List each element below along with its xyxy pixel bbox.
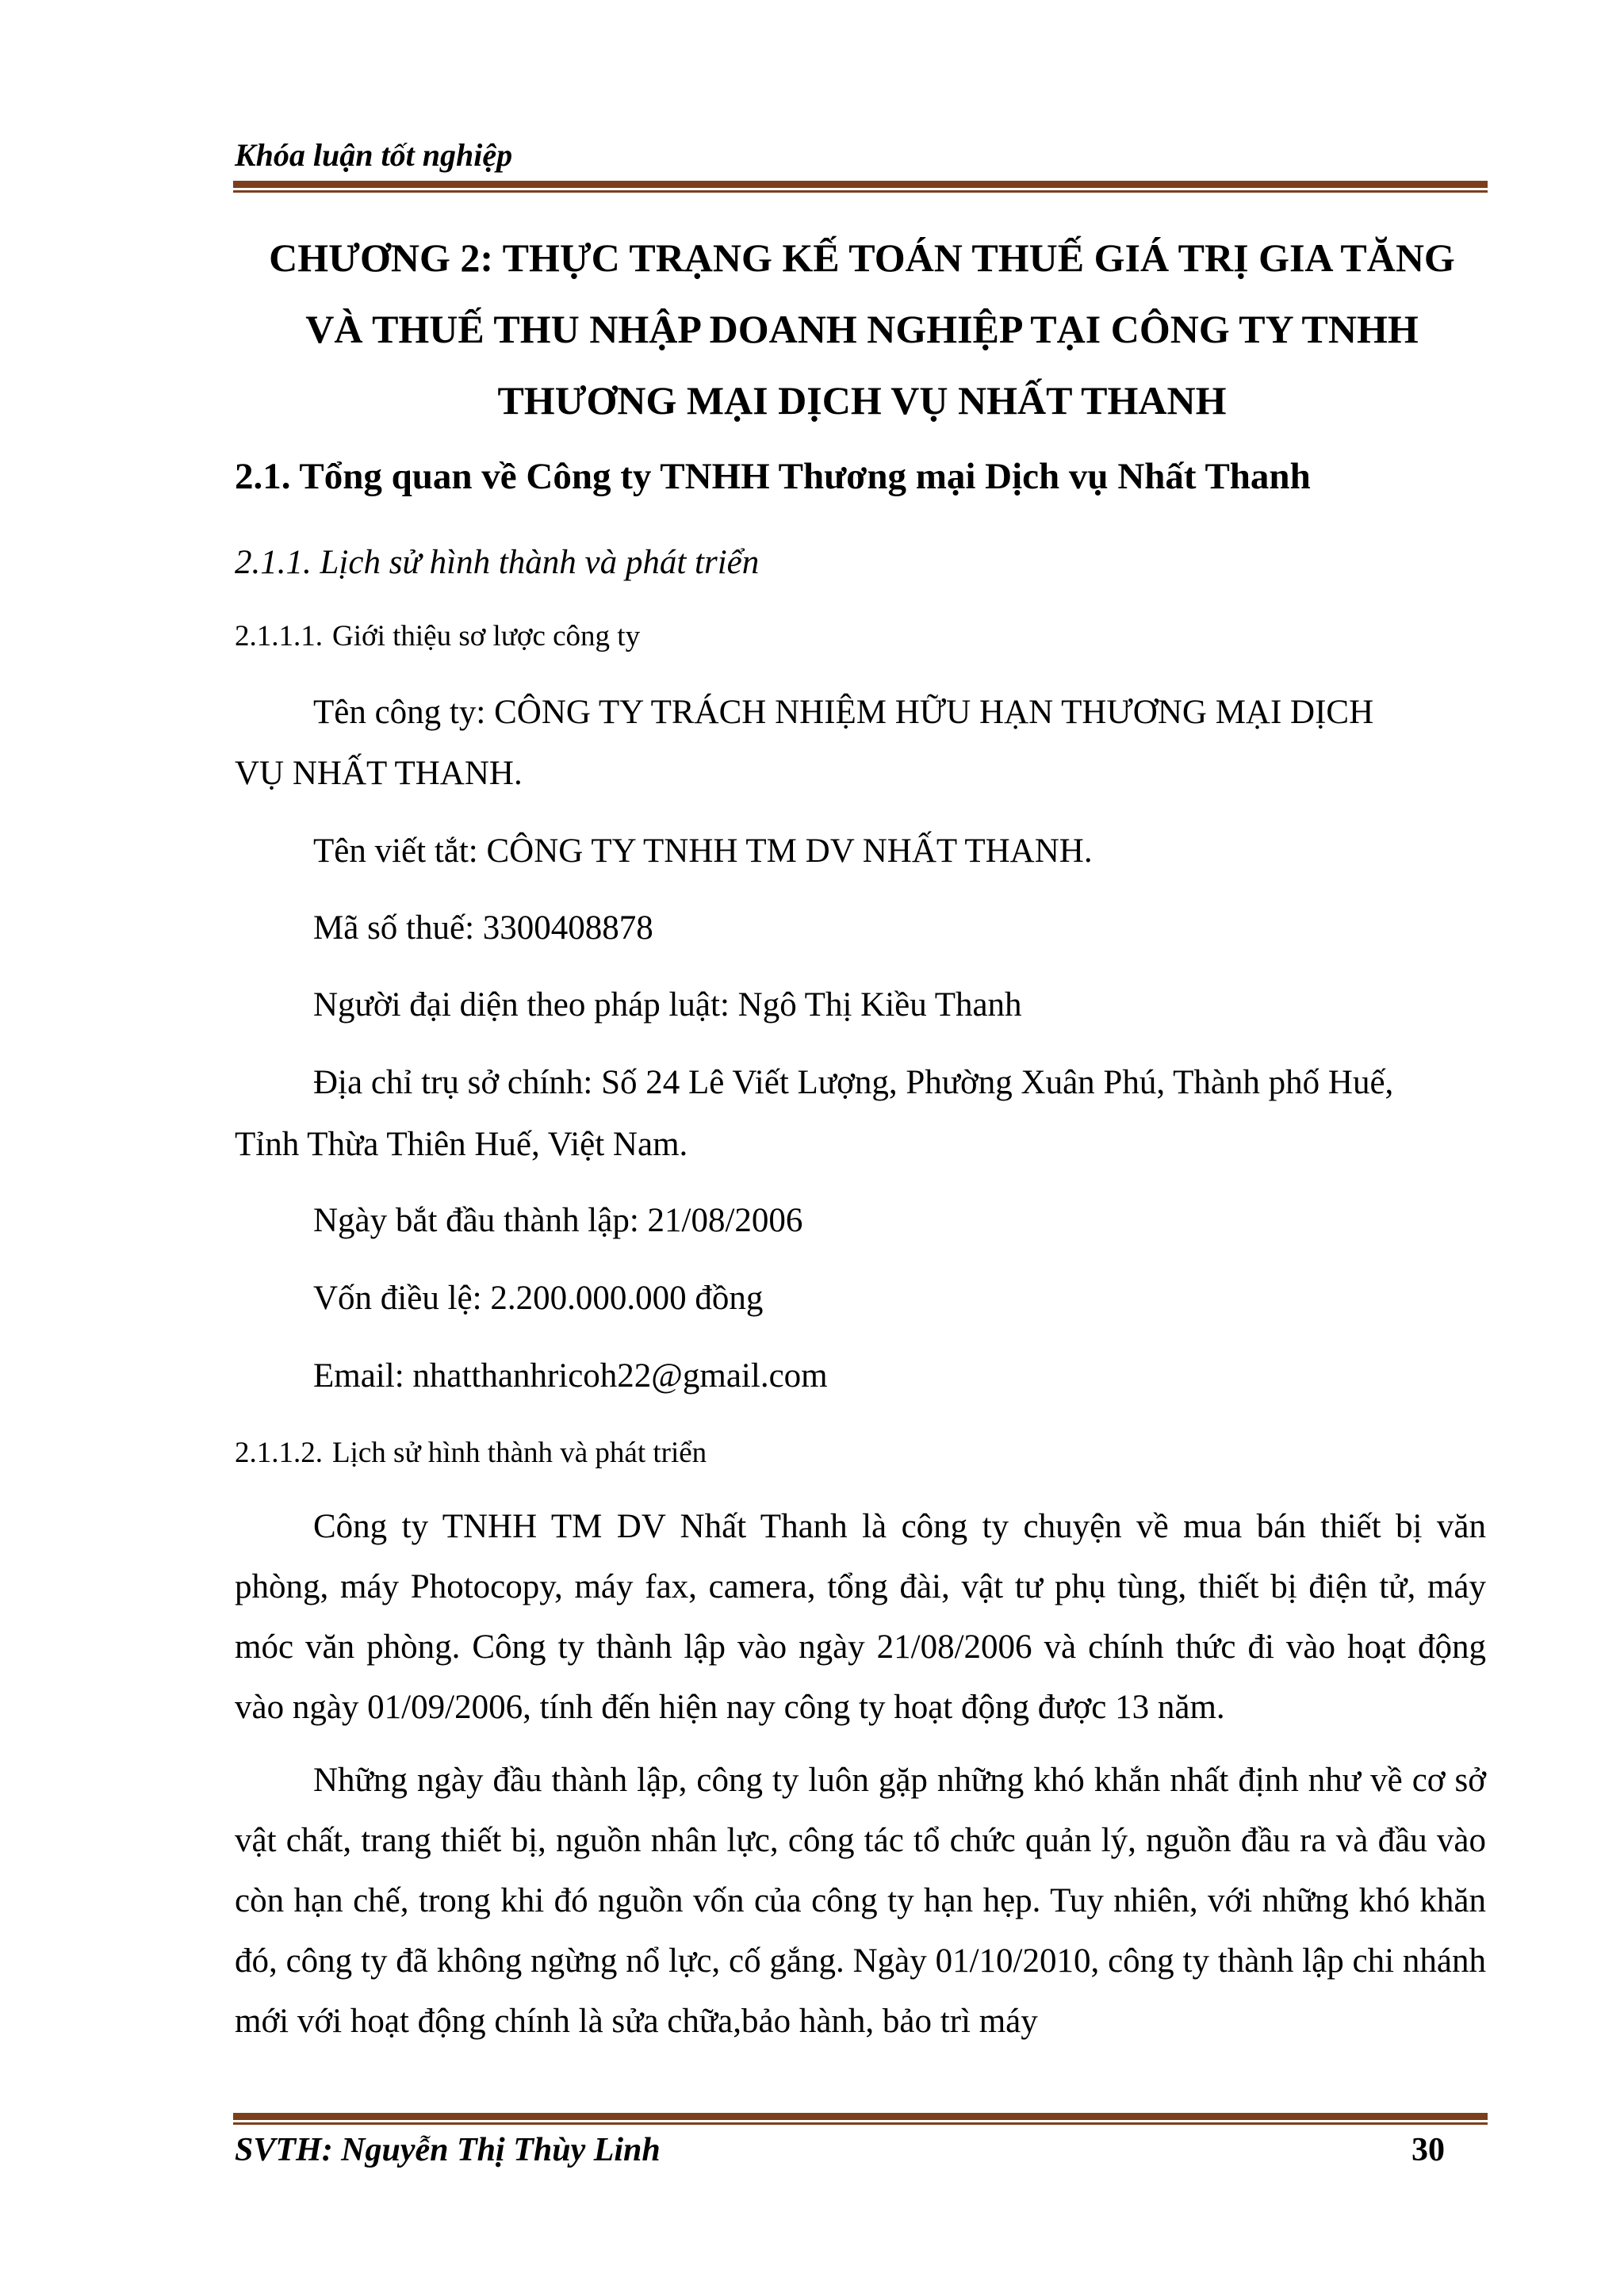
intro-heading [235,618,640,655]
footer-rule [233,2113,1488,2125]
footer-student: SVTH: Nguyễn Thị Thùy Linh [235,2132,661,2168]
chapter-title-line: VÀ THUẾ THU NHẬP DOANH NGHIỆP TẠI CÔNG TY TNHH [305,307,1419,351]
chapter-title-line: CHƯƠNG 2: THỰC TRẠNG KẾ TOÁN THUẾ GIÁ TRỊ GIA TĂNG [269,235,1455,280]
intro-number: 2.1.1.1. [235,620,323,652]
company-name-line: Tên công ty: CÔNG TY TRÁCH NHIỆM HỮU HẠN THƯƠNG MẠI DỊCH [313,694,1374,731]
email: Email: nhatthanhricoh22@gmail.com [313,1357,828,1395]
running-header: Khóa luận tốt nghiệp [235,137,513,173]
header-rule-thin [233,190,1488,193]
founded-date: Ngày bắt đầu thành lập: 21/08/2006 [313,1202,803,1239]
section-heading: 2.1. Tổng quan về Công ty TNHH Thương mại Dịch vụ Nhất Thanh [235,456,1311,497]
header-rule-thick [233,181,1488,188]
intro-heading-text: Giới thiệu sơ lược công ty [332,620,641,652]
tax-code: Mã số thuế: 3300408878 [313,909,653,947]
history-paragraph: Những ngày đầu thành lập, công ty luôn gặp những khó khắn nhất định như về cơ sở vật chất, trang thiết bị, nguồn nhân lực, công tác tổ chức quản lý, nguồn đầu ra và đầu vào còn hạn chế, trong khi đó nguồn vốn của công ty hạn hẹp. Tuy nhiên, với những khó khăn đó, công ty đã không ngừng nổ lực, cố gắng. Ngày 01/10/2010, công ty thành lập chi nhánh mới với hoạt động chính là sửa chữa,bảo hành, bảo trì máy [235,1762,1486,2040]
history-paragraph: Công ty TNHH TM DV Nhất Thanh là công ty chuyện về mua bán thiết bị văn phòng, máy Photocopy, máy fax, camera, tổng đài, vật tư phụ tùng, thiết bị điện tử, máy móc văn phòng. Công ty thành lập vào ngày 21/08/2006 và chính thức đi vào hoạt động vào ngày 01/09/2006, tính đến hiện nay công ty hoạt động được 13 năm. [235,1508,1486,1726]
history-number: 2.1.1.2. [235,1437,323,1469]
subsection-heading: 2.1.1. Lịch sử hình thành và phát triển [235,544,760,581]
footer-rule-thick [233,2113,1488,2120]
history-heading [235,1435,707,1471]
history-heading-text: Lịch sử hình thành và phát triển [332,1437,707,1469]
company-name-line: VỤ NHẤT THANH. [235,755,523,792]
short-name: Tên viết tắt: CÔNG TY TNHH TM DV NHẤT THANH. [313,832,1093,870]
page-number: 30 [1411,2132,1445,2168]
address-line: Địa chỉ trụ sở chính: Số 24 Lê Viết Lượng, Phường Xuân Phú, Thành phố Huế, [313,1064,1394,1101]
chapter-title-line: THƯƠNG MẠI DỊCH VỤ NHẤT THANH [497,378,1227,423]
footer-rule-thin [233,2122,1488,2125]
chapter-title [235,222,1489,436]
charter-capital: Vốn điều lệ: 2.200.000.000 đồng [313,1280,764,1317]
header-rule [233,181,1488,193]
legal-representative: Người đại diện theo pháp luật: Ngô Thị Kiều Thanh [313,986,1022,1024]
address-line: Tỉnh Thừa Thiên Huế, Việt Nam. [235,1126,688,1163]
